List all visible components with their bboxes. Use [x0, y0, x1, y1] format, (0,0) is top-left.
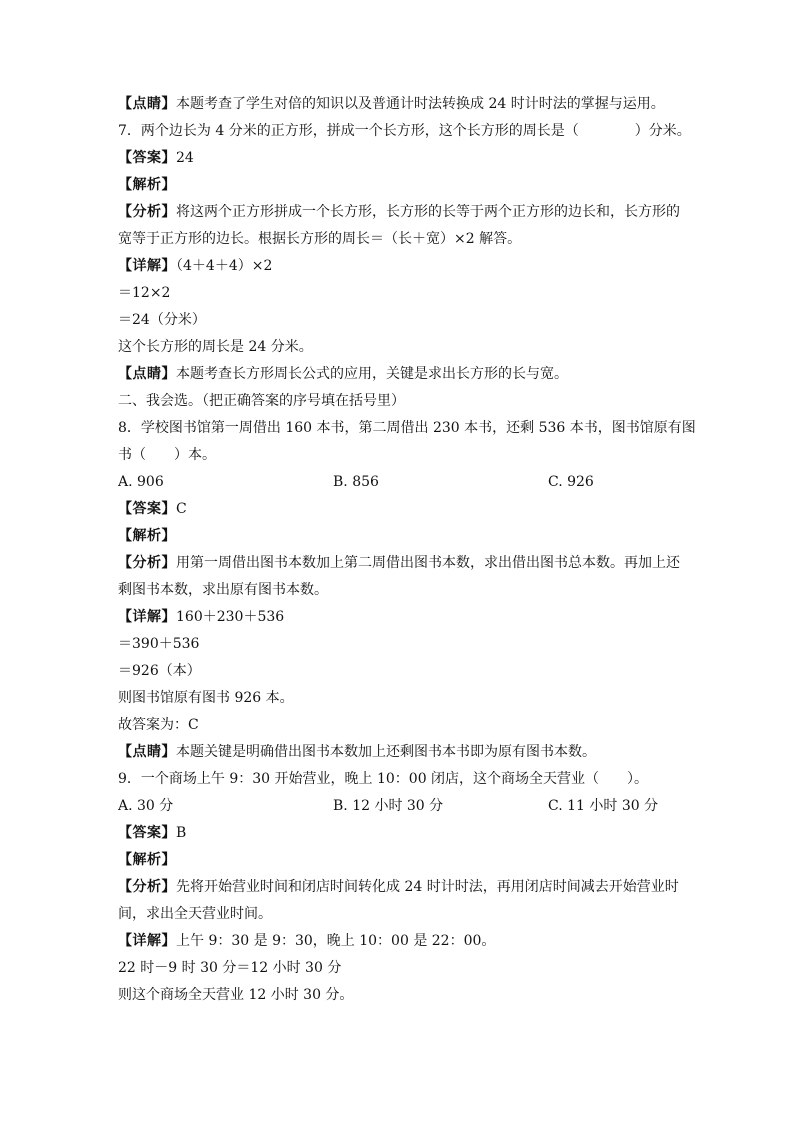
- analysis-line: [118, 877, 683, 897]
- choice-b: B. 856: [333, 474, 379, 490]
- remark-line: [118, 364, 683, 384]
- answer-line: [118, 148, 683, 168]
- detail-text: （4＋4＋4）×2: [176, 258, 273, 274]
- question-8-continued: 书（ ）本。: [118, 447, 216, 463]
- answer-text: 24: [176, 150, 194, 166]
- choice-a: A. 906: [118, 474, 164, 490]
- choice-list: [118, 796, 683, 816]
- question-9: 9．一个商场上午 9：30 开始营业，晚上 10：00 闭店，这个商场全天营业（ ）。: [118, 771, 649, 787]
- analysis-text: 先将开始营业时间和闭店时间转化成 24 时计时法，再用闭店时间减去开始营业时: [176, 879, 679, 895]
- calc-step: ＝926（本）: [118, 663, 201, 679]
- explanation-tag: 【解析】: [118, 852, 176, 868]
- detail-text: 上午 9：30 是 9：30，晚上 10：00 是 22：00。: [176, 933, 496, 949]
- choice-c: C. 926: [548, 474, 594, 490]
- remark-tag: 【点睛】: [118, 744, 176, 760]
- question-7: 7．两个边长为 4 分米的正方形，拼成一个长方形，这个长方形的周长是（ ）分米。: [118, 123, 691, 139]
- remark-text: 本题关键是明确借出图书本数加上还剩图书本书即为原有图书本数。: [176, 744, 596, 760]
- answer-tag: 【答案】: [118, 150, 176, 166]
- analysis-line: [118, 553, 683, 573]
- remark-line: [118, 742, 683, 762]
- remark-text: 本题考查长方形周长公式的应用，关键是求出长方形的长与宽。: [176, 366, 568, 382]
- detail-tag: 【详解】: [118, 933, 176, 949]
- detail-tag: 【详解】: [118, 609, 176, 625]
- document-content: [118, 94, 696, 1012]
- analysis-text: 将这两个正方形拼成一个长方形，长方形的长等于两个正方形的边长和，长方形的: [176, 204, 680, 220]
- final-answer-line: 故答案为：C: [118, 717, 199, 733]
- detail-line: [118, 256, 683, 276]
- answer-text: C: [176, 501, 187, 517]
- answer-line: [118, 823, 683, 843]
- calc-step: ＝12×2: [118, 285, 171, 301]
- conclusion-line: 则图书馆原有图书 926 本。: [118, 690, 294, 706]
- analysis-line: [118, 202, 683, 222]
- choice-list: [118, 472, 683, 492]
- calc-step: ＝390＋536: [118, 636, 200, 652]
- answer-tag: 【答案】: [118, 501, 176, 517]
- analysis-text: 用第一周借出图书本数加上第二周借出图书本数，求出借出图书总本数。再加上还: [176, 555, 680, 571]
- section-heading: 二、我会选。（把正确答案的序号填在括号里）: [118, 393, 405, 409]
- analysis-tag: 【分析】: [118, 204, 176, 220]
- explanation-heading: [118, 175, 683, 195]
- analysis-continued: 间，求出全天营业时间。: [118, 906, 272, 922]
- analysis-continued: 宽等于正方形的边长。根据长方形的周长＝（长＋宽）×2 解答。: [118, 231, 522, 247]
- choice-c: C. 11 小时 30 分: [548, 798, 659, 814]
- explanation-heading: [118, 526, 683, 546]
- detail-line: [118, 607, 683, 627]
- explanation-tag: 【解析】: [118, 177, 176, 193]
- analysis-continued: 剩图书本数，求出原有图书本数。: [118, 582, 328, 598]
- answer-tag: 【答案】: [118, 825, 176, 841]
- question-8: 8．学校图书馆第一周借出 160 本书，第二周借出 230 本书，还剩 536 本书，图书馆原有图: [118, 420, 696, 436]
- analysis-tag: 【分析】: [118, 555, 176, 571]
- explanation-heading: [118, 850, 683, 870]
- remark-tag: 【点睛】: [118, 366, 176, 382]
- explanation-tag: 【解析】: [118, 528, 176, 544]
- detail-line: [118, 931, 683, 951]
- remark-tag: 【点睛】: [118, 96, 176, 112]
- choice-a: A. 30 分: [118, 798, 174, 814]
- analysis-tag: 【分析】: [118, 879, 176, 895]
- conclusion-line: 这个长方形的周长是 24 分米。: [118, 339, 313, 355]
- calc-step: ＝24（分米）: [118, 312, 206, 328]
- choice-b: B. 12 小时 30 分: [333, 798, 444, 814]
- answer-line: [118, 499, 683, 519]
- detail-tag: 【详解】: [118, 258, 176, 274]
- remark-text: 本题考查了学生对倍的知识以及普通计时法转换成 24 时计时法的掌握与运用。: [176, 96, 665, 112]
- conclusion-line: 则这个商场全天营业 12 小时 30 分。: [118, 987, 354, 1003]
- remark-line: [118, 94, 683, 114]
- calc-step: 22 时－9 时 30 分＝12 小时 30 分: [118, 960, 342, 976]
- detail-text: 160＋230＋536: [176, 609, 285, 625]
- answer-text: B: [176, 825, 187, 841]
